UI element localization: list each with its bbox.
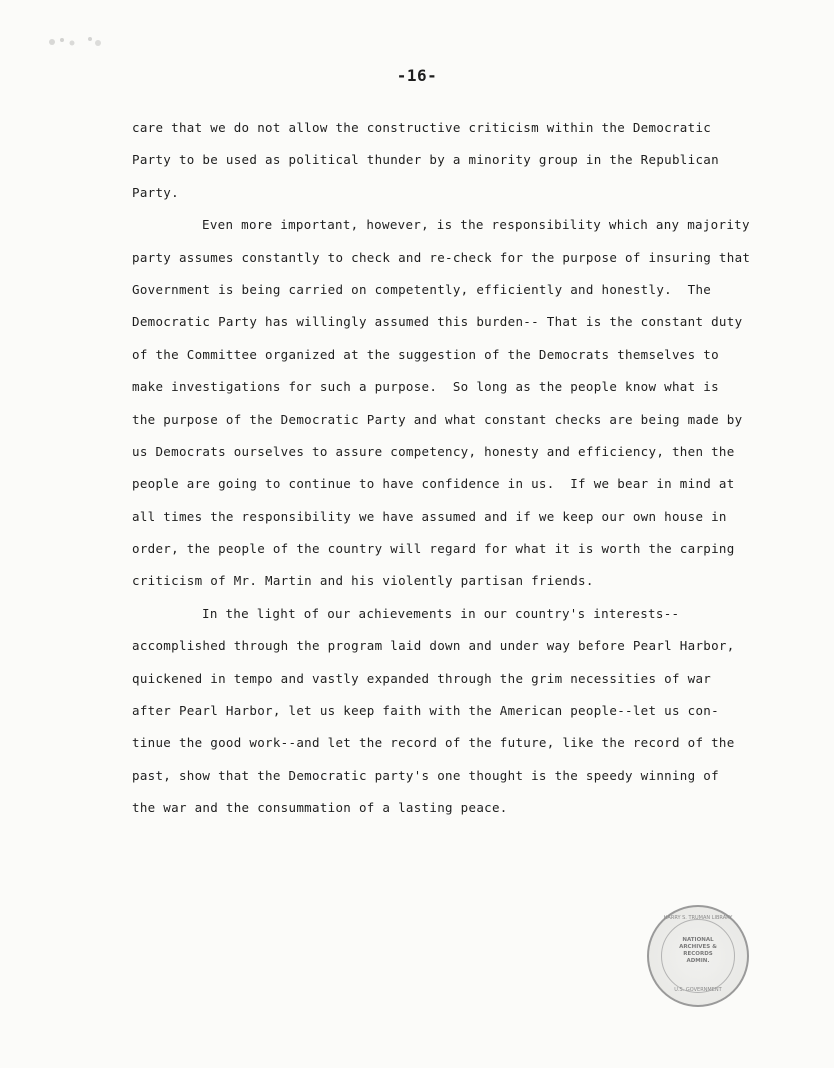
text-line: past, show that the Democratic party's one thought is the speedy winning of [132, 767, 719, 783]
text-line: Government is being carried on competently, efficiently and honestly. The [132, 281, 712, 297]
stamp-line: ARCHIVES & [679, 944, 717, 950]
text-line: Democratic Party has willingly assumed this burden-- That is the constant duty [132, 314, 743, 330]
text-line: criticism of Mr. Martin and his violently partisan friends. [132, 573, 594, 589]
text-line: quickened in tempo and vastly expanded through the grim necessities of war [132, 670, 712, 686]
text-line: accomplished through the program laid down and under way before Pearl Harbor, [132, 638, 735, 654]
text-line: Party to be used as political thunder by a minority group in the Republican [132, 152, 719, 168]
text-line: In the light of our achievements in our country's interests-- [202, 605, 680, 621]
text-line: of the Committee organized at the suggestion of the Democrats themselves to [132, 346, 719, 362]
text-line: tinue the good work--and let the record of the future, like the record of the [132, 735, 735, 751]
stamp-line: RECORDS [683, 951, 713, 957]
stamp-arc-top-text: HARRY S. TRUMAN LIBRARY [663, 915, 733, 921]
stamp-line: ADMIN. [686, 958, 710, 964]
text-line: the purpose of the Democratic Party and what constant checks are being made by [132, 411, 743, 427]
text-line: care that we do not allow the constructive criticism within the Democratic [132, 120, 712, 135]
text-line: us Democrats ourselves to assure competency, honesty and efficiency, then the [132, 443, 735, 459]
text-line: Even more important, however, is the responsibility which any majority [202, 217, 750, 233]
document-body [132, 112, 772, 825]
stamp-center-text [649, 937, 747, 965]
stamp-line: NATIONAL [682, 937, 714, 943]
text-line: make investigations for such a purpose. So long as the people know what is [132, 379, 719, 395]
text-line: the war and the consummation of a lasting peace. [132, 800, 508, 816]
text-line: after Pearl Harbor, let us keep faith with the American people--let us con- [132, 703, 719, 719]
page-number: -16- [396, 66, 438, 85]
text-line: party assumes constantly to check and re-check for the purpose of insuring that [132, 249, 751, 265]
text-line: people are going to continue to have confidence in us. If we bear in mind at [132, 476, 735, 492]
text-line: all times the responsibility we have assumed and if we keep our own house in [132, 508, 727, 524]
paper-smudge [44, 30, 114, 52]
text-line: order, the people of the country will regard for what it is worth the carping [132, 541, 735, 557]
text-line: Party. [132, 184, 179, 200]
stamp-arc-bottom-text: U.S. GOVERNMENT [674, 987, 722, 993]
library-stamp [647, 905, 749, 1007]
